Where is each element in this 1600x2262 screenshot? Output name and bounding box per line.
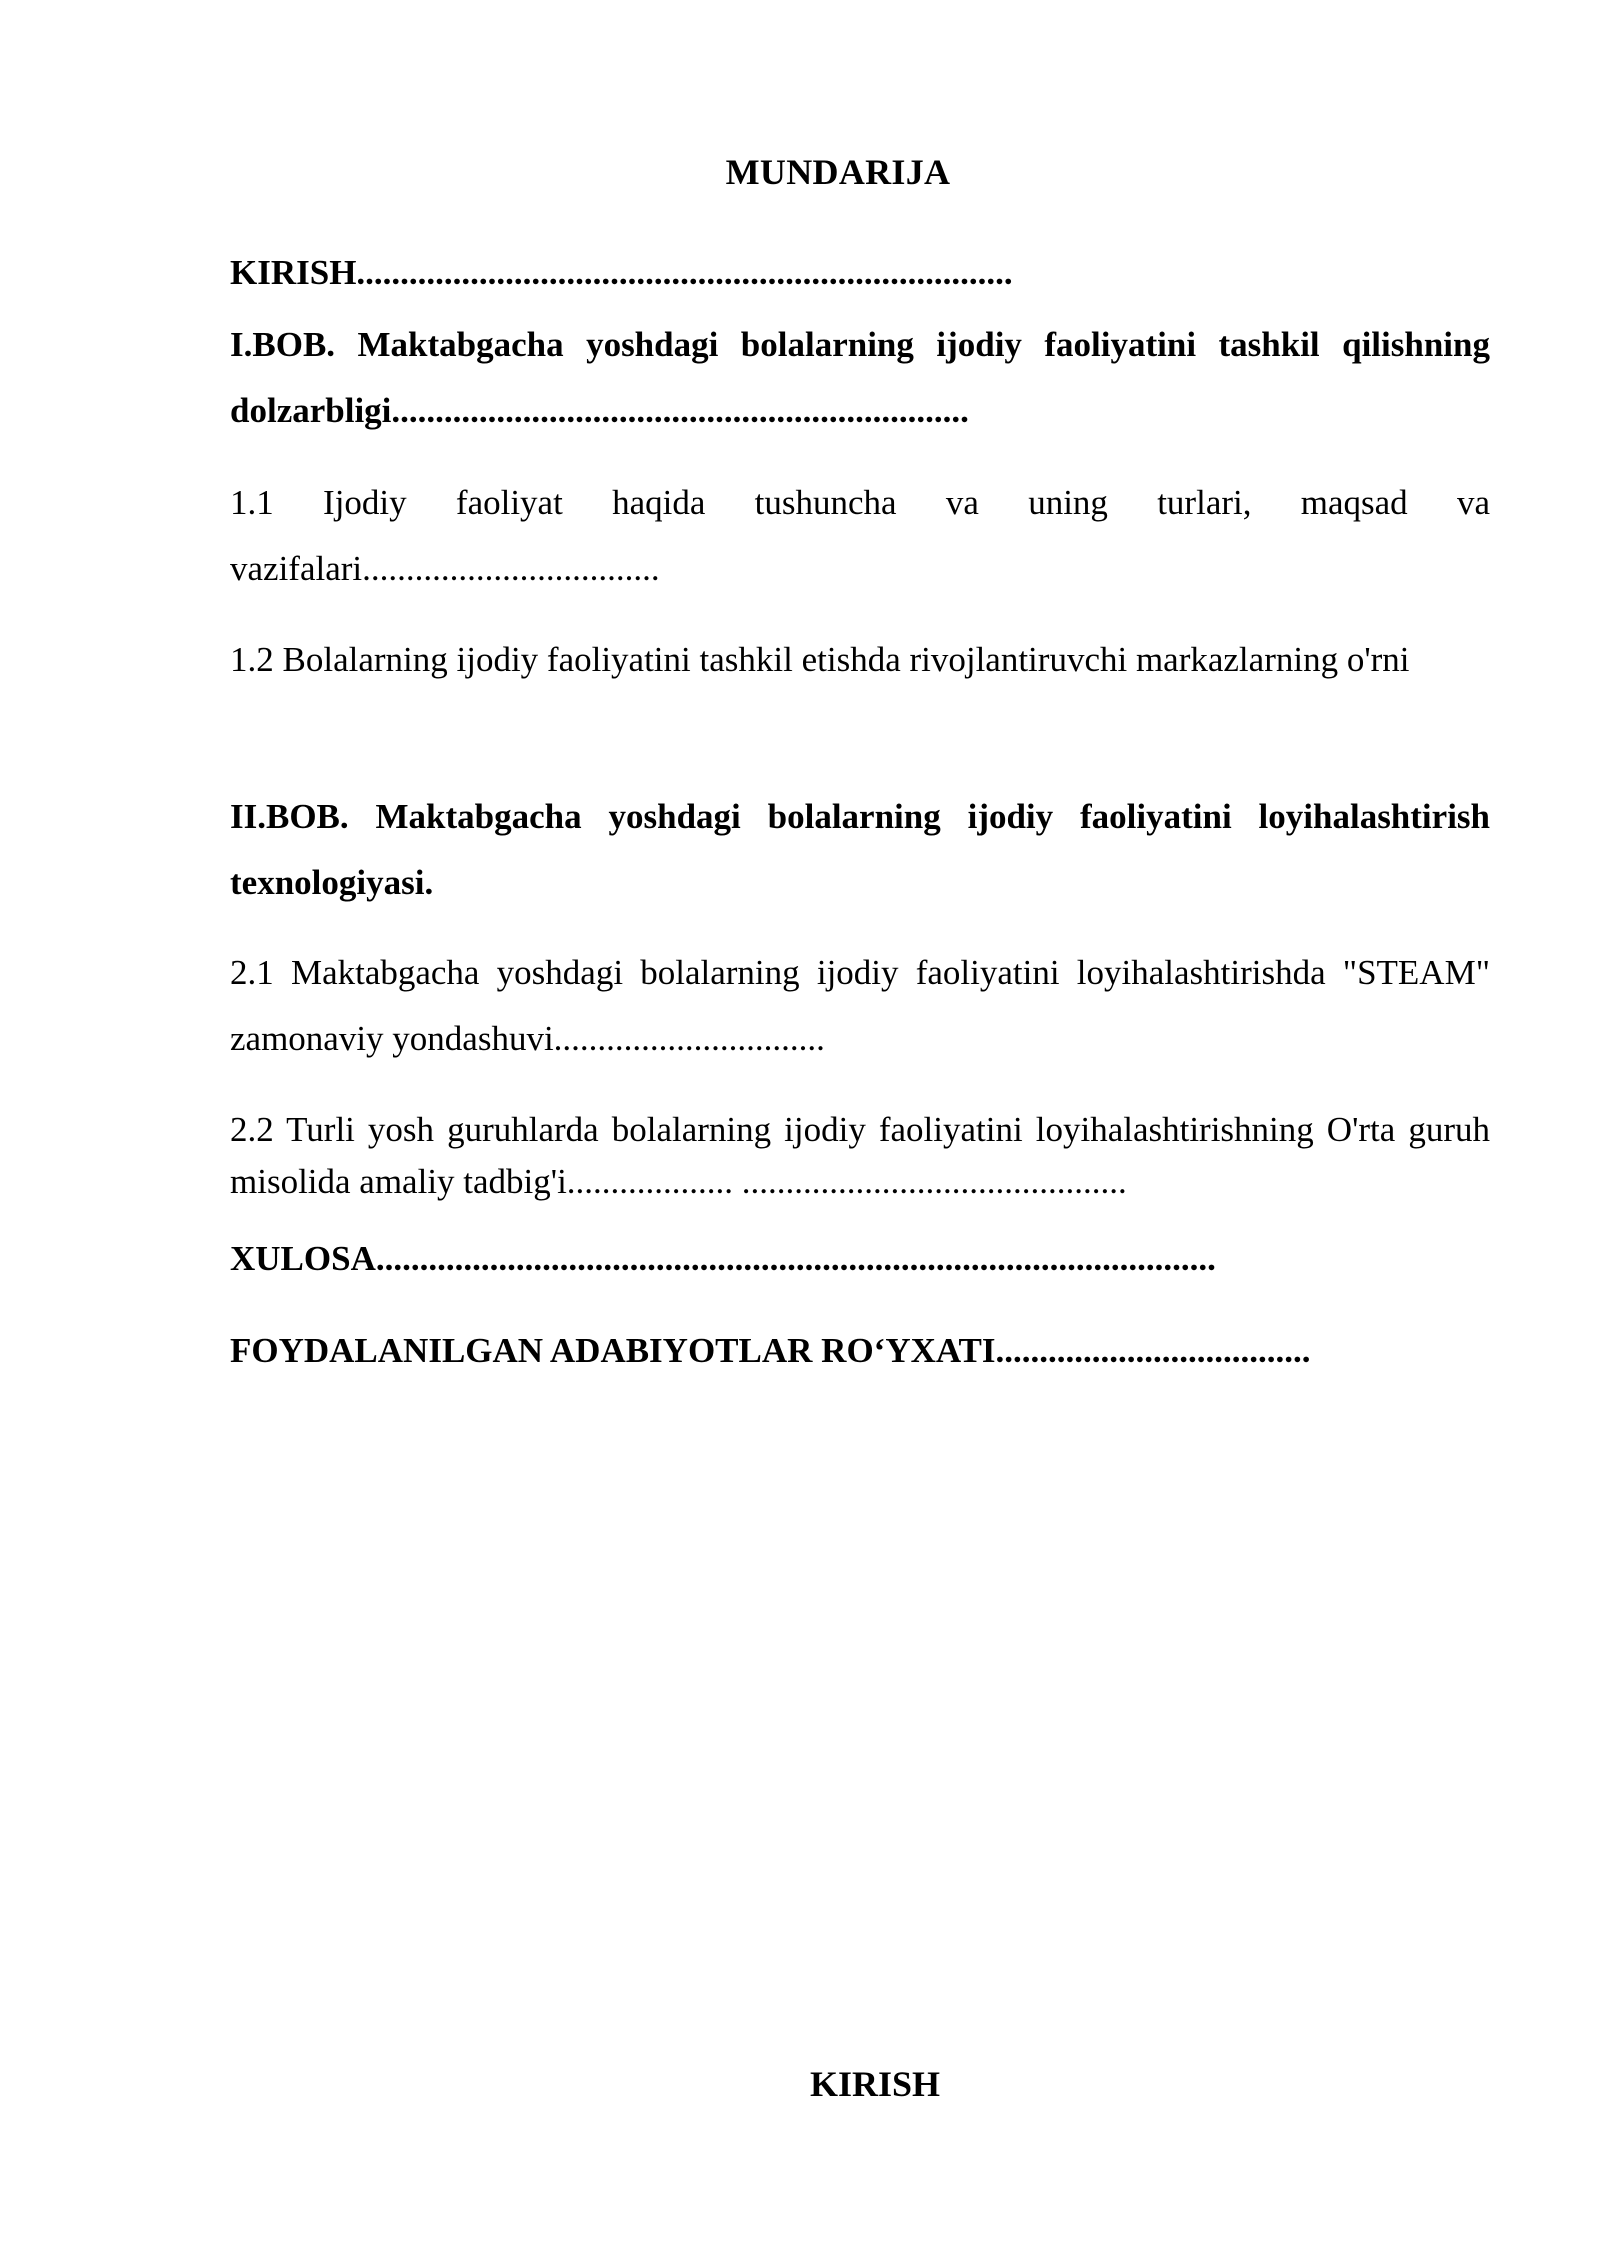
toc-entry-section-2-1: 2.1 Maktabgacha yoshdagi bolalarning ijodiy faoliyatini loyihalashtirishda "STEAM" zamonaviy yondashuvi............................... — [230, 953, 1490, 1058]
toc-entry-section-1-2: 1.2 Bolalarning ijodiy faoliyatini tashkil etishda rivojlantiruvchi markazlarning o'rni — [230, 640, 1410, 679]
toc-entry-section-2-2: 2.2 Turli yosh guruhlarda bolalarning ijodiy faoliyatini loyihalashtirishning O'rta guruh misolida amaliy tadbig'i................... ............................................ — [230, 1110, 1490, 1201]
toc-entry-conclusion: XULOSA................................................................................................ — [230, 1239, 1216, 1278]
toc-entry-introduction: KIRISH........................................................................... — [230, 253, 1013, 292]
page-title: MUNDARIJA — [725, 152, 951, 192]
toc-entry-chapter-1: I.BOB. Maktabgacha yoshdagi bolalarning ijodiy faoliyatini tashkil qilishning dolzarbligi.................................................................. — [230, 325, 1490, 430]
toc-entry-references: FOYDALANILGAN ADABIYOTLAR RO‘YXATI.................................... — [230, 1331, 1311, 1370]
toc-entry-section-1-1: 1.1 Ijodiy faoliyat haqida tushuncha va uning turlari, maqsad va vazifalari.................................. — [230, 483, 1490, 588]
toc-entry-chapter-2: II.BOB. Maktabgacha yoshdagi bolalarning ijodiy faoliyatini loyihalashtirish texnologiyasi. — [230, 797, 1490, 902]
section-heading-introduction: KIRISH — [809, 2064, 941, 2104]
